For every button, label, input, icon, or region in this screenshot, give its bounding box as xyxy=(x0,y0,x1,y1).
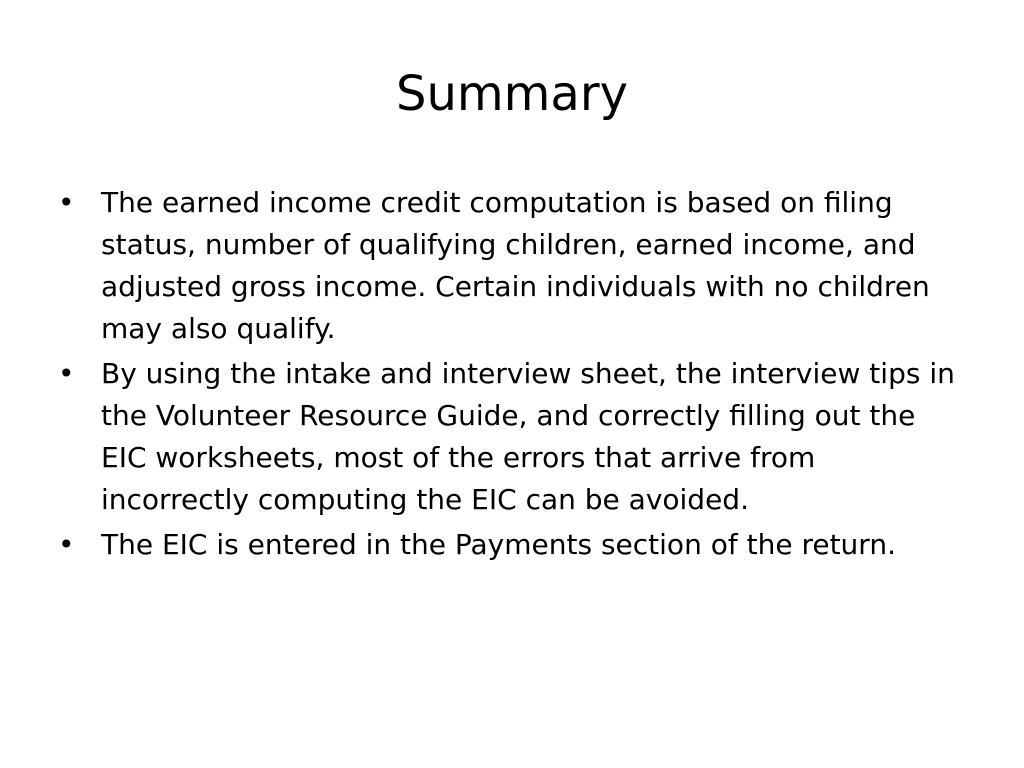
bullet-text: The earned income credit computation is based on filing status, number of qualifying children, earned income, and adjusted gross income. Certain individuals with no children may also qualify. xyxy=(101,186,930,345)
bullet-list xyxy=(56,182,966,569)
bullet-item xyxy=(56,182,966,350)
bullet-icon: • xyxy=(58,357,75,390)
bullet-icon: • xyxy=(58,186,75,219)
slide-title: Summary xyxy=(396,66,628,122)
bullet-text: By using the intake and interview sheet, the interview tips in the Volunteer Resource Guide, and correctly filling out the EIC worksheets, most of the errors that arrive from incorrectly computing the EIC can be avoided. xyxy=(101,357,955,516)
bullet-text: The EIC is entered in the Payments section of the return. xyxy=(101,528,896,561)
bullet-item xyxy=(56,353,966,521)
bullet-item xyxy=(56,524,966,566)
bullet-icon: • xyxy=(58,528,75,561)
